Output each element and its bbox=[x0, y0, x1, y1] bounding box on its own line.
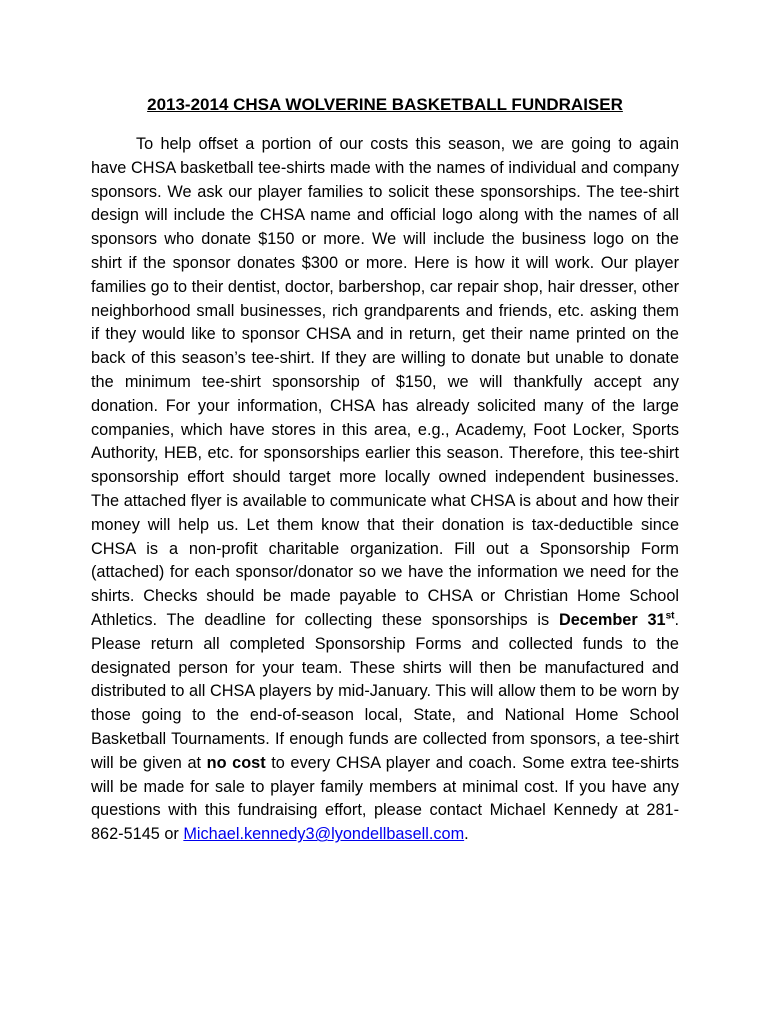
paragraph-text-part2: . Please return all completed Sponsorship Forms and collected funds to the designated person for your team. These shirts will then be manufactured and distributed to all CHSA players by mid-January. This will allow them to be worn by those going to the end-of-season local, State, and National Home School Basketball Tournaments. If enough funds are collected from sponsors, a tee-shirt will be given at bbox=[91, 610, 679, 772]
contact-email-link[interactable]: Michael.kennedy3@lyondellbasell.com bbox=[183, 825, 465, 844]
paragraph-text-part3: to every CHSA player and coach. Some extra tee-shirts will be made for sale to player family members at minimal cost. If you have any questions with this fundraising effort, please contact Michael Kennedy at 281-862-5145 or bbox=[91, 753, 679, 844]
final-period: . bbox=[464, 825, 469, 844]
paragraph-text-part1: To help offset a portion of our costs this season, we are going to again have CHSA basketball tee-shirts made with the names of individual and company sponsors. We ask our player families to solicit these sponsorships. The tee-shirt design will include the CHSA name and official logo along with the names of all sponsors who donate $150 or more. We will include the business logo on the shirt if the sponsor donates $300 or more. Here is how it will work. Our player families go to their dentist, doctor, barbershop, car repair shop, hair dresser, other neighborhood small businesses, rich grandparents and friends, etc. asking them if they would like to sponsor CHSA and in return, get their name printed on the back of this season’s tee-shirt. If they are willing to donate but unable to donate the minimum tee-shirt sponsorship of $150, we will thankfully accept any donation. For your information, CHSA has already solicited many of the large companies, which have stores in this area, e.g., Academy, Foot Locker, Sports Authority, HEB, etc. for sponsorships earlier this season. Therefore, this tee-shirt sponsorship effort should target more locally owned independent businesses. The attached flyer is available to communicate what CHSA is about and how their money will help us. Let them know that their donation is tax-deductible since CHSA is a non-profit charitable organization. Fill out a Sponsorship Form (attached) for each sponsor/donator so we have the information we need for the shirts. Checks should be made payable to CHSA or Christian Home School Athletics. The deadline for collecting these sponsorships is bbox=[91, 135, 679, 629]
deadline-date-suffix: st bbox=[665, 610, 675, 622]
deadline-date-text: December 31 bbox=[558, 610, 666, 629]
body-paragraph bbox=[91, 133, 679, 847]
no-cost-emphasis: no cost bbox=[206, 753, 266, 772]
deadline-date bbox=[559, 611, 675, 629]
document-title: 2013-2014 CHSA WOLVERINE BASKETBALL FUNDRAISER bbox=[147, 95, 623, 114]
